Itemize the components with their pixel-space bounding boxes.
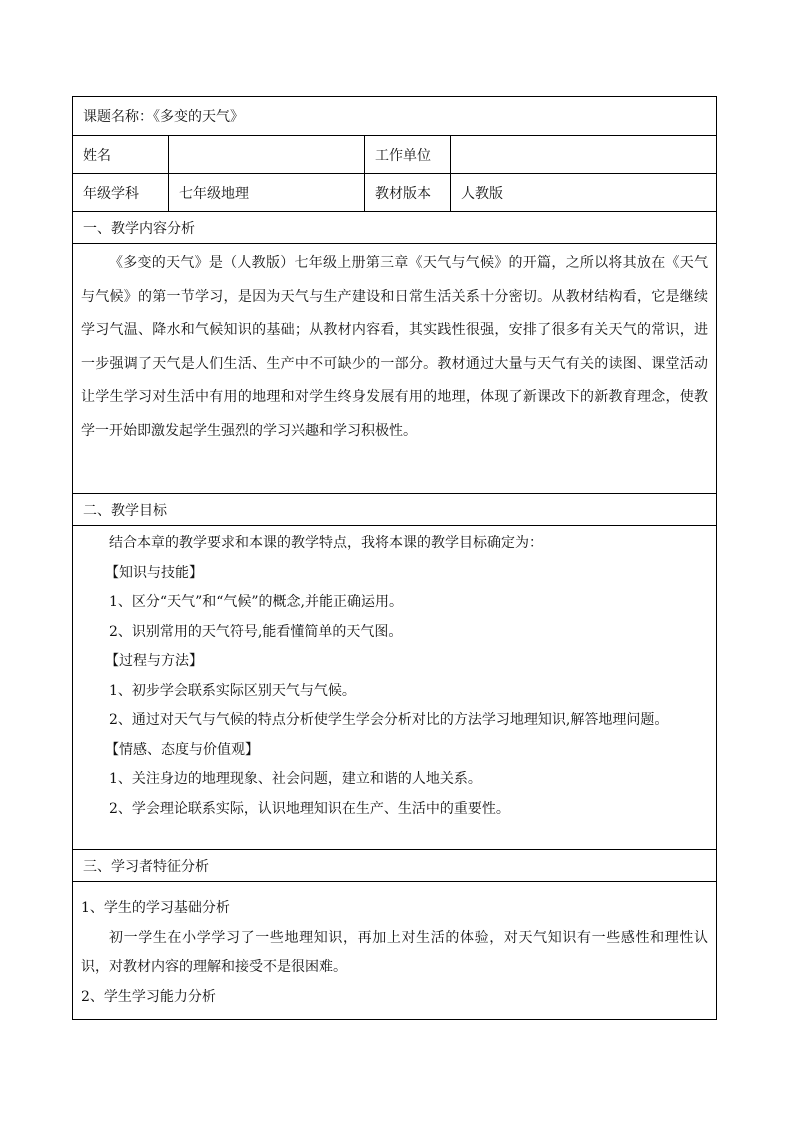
section1-heading-row	[73, 212, 716, 244]
knowledge-item-2: 2、识别常用的天气符号,能看懂简单的天气图。	[109, 623, 403, 640]
section3-title: 三、学习者特征分析	[83, 858, 209, 875]
textbook-edition-value: 人教版	[461, 185, 503, 202]
emotion-values-title: 【情感、态度与价值观】	[105, 741, 259, 758]
knowledge-skills-title: 【知识与技能】	[105, 564, 203, 581]
grade-subject-value: 七年级地理	[169, 174, 365, 211]
section3-heading-row	[73, 850, 716, 882]
name-value	[169, 136, 365, 173]
section3-content-row	[73, 882, 716, 1020]
work-unit-label: 工作单位	[365, 136, 451, 173]
section2-content-row	[73, 526, 716, 850]
lesson-plan-table	[72, 96, 717, 1020]
section1-body	[81, 247, 708, 448]
knowledge-item-1: 1、区分“天气”和“气候”的概念,并能正确运用。	[109, 594, 403, 610]
work-unit-value	[451, 136, 716, 173]
emotion-item-1: 1、关注身边的地理现象、社会问题，建立和谐的人地关系。	[109, 771, 482, 787]
section3-body	[81, 894, 708, 1012]
course-title-row	[73, 97, 716, 136]
name-label: 姓名	[73, 136, 169, 173]
grade-row	[73, 174, 716, 212]
section1-content-row	[73, 244, 716, 494]
learning-basis-title: 1、学生的学习基础分析	[81, 900, 230, 916]
emotion-item-2: 2、学会理论联系实际，认识地理知识在生产、生活中的重要性。	[109, 800, 510, 817]
section2-body	[81, 529, 708, 824]
process-method-title: 【过程与方法】	[105, 653, 203, 669]
learning-basis-text: 初一学生在小学学习了一些地理知识，再加上对生活的体验，对天气知识有一些感性和理性认识，对教材内容的理解和接受不是很困难。	[81, 929, 708, 975]
section1-title: 一、教学内容分析	[83, 220, 195, 237]
process-item-1: 1、初步学会联系实际区别天气与气候。	[109, 682, 356, 699]
grade-subject-label: 年级学科	[73, 174, 169, 211]
course-title: 课题名称：《多变的天气》	[83, 109, 244, 125]
name-row	[73, 136, 716, 174]
section2-heading-row	[73, 494, 716, 526]
objectives-intro: 结合本章的教学要求和本课的教学特点，我将本课的教学目标确定为：	[109, 535, 543, 551]
content-analysis-paragraph: 《多变的天气》是（人教版）七年级上册第三章《天气与气候》的开篇，之所以将其放在《天气与气候》的第一节学习，是因为天气与生产建设和日常生活关系十分密切。从教材结构看，它是继续学习气温、降水和气候知识的基础；从教材内容看，其实践性很强，安排了很多有关天气的常识，进一步强调了天气是人们生活、生产中不可缺少的一部分。教材通过大量与天气有关的读图、课堂活动让学生学习对生活中有用的地理和对学生终身发展有用的地理，体现了新课改下的新教育理念，使教学一开始即激发起学生强烈的学习兴趣和学习积极性。	[81, 255, 708, 439]
process-item-2: 2、通过对天气与气候的特点分析使学生学会分析对比的方法学习地理知识,解答地理问题。	[109, 712, 669, 728]
textbook-edition-label: 教材版本	[365, 174, 451, 211]
learning-ability-title: 2、学生学习能力分析	[81, 988, 216, 1005]
section2-title: 二、教学目标	[83, 502, 167, 519]
